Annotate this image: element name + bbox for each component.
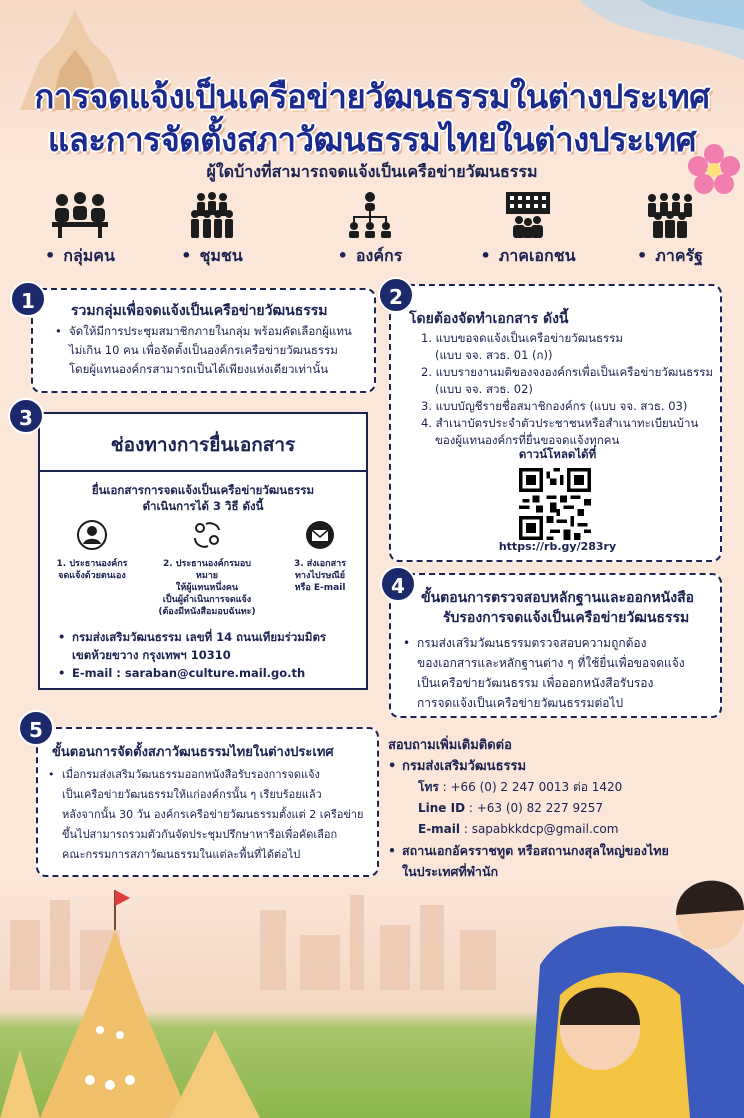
step-1-box (31, 288, 376, 393)
group-label-people: กลุ่มคน (63, 246, 115, 265)
group-people: • กลุ่มคน (20, 192, 140, 269)
step-3-subtitle-1: ยื่นเอกสารการจดแจ้งเป็นเครือข่ายวัฒนธรรม (91, 483, 315, 497)
person-circle-icon (77, 520, 107, 550)
step-2-badge: 2 (378, 277, 414, 313)
group-label-government: ภาครัฐ (655, 246, 703, 265)
method-3: 3. ส่งเอกสาร ทางไปรษณีย์ หรือ E-mail (270, 520, 370, 594)
qr-code-icon[interactable] (519, 468, 591, 540)
step-5-title: ขั้นตอนการจัดตั้งสภาวัฒนธรรมไทยในต่างประเทศ (52, 745, 334, 760)
contact-line-id: Line ID : +63 (0) 82 227 9257 (418, 801, 604, 815)
download-label: ดาวน์โหลดได้ที่ (518, 447, 597, 461)
group-government: • ภาครัฐ (610, 192, 730, 269)
step-1-line-1: จัดให้มีการประชุมสมาชิกภายในกลุ่ม พร้อมคัดเลือกผู้แทน (69, 324, 352, 338)
step-5-bullet: • เมื่อกรมส่งเสริมวัฒนธรรมออกหนังสือรับรองการจดแจ้ง เป็นเครือข่ายวัฒนธรรมให้แก่องค์กรนั้น ๆ เรียบร้อยแล้ว หลังจากนั้น 30 วัน องค์กรเครือข่ายวัฒนธรรมตั้งแต่ 2 เครือข่าย ขึ้นไปสามารถรวมตัวกันจัดประชุมปรึกษาหารือเพื่อคัดเลือก คณะกรรมการสภาวัฒนธรรมในแต่ละพื้นที่ได้ต่อไป (48, 765, 376, 865)
contact-heading: สอบถามเพิ่มเติมติดต่อ (388, 738, 512, 753)
step-2-title: โดยต้องจัดทำเอกสาร ดังนี้ (409, 311, 569, 327)
doc-item-4: 4. สำเนาบัตรประจำตัวประชาชนหรือสำเนาทะเบียนบ้าน ของผู้แทนองค์กรที่ยื่นขอจดแจ้งทุกคน (421, 416, 699, 447)
page-title-line-2: และการจัดตั้งสภาวัฒนธรรมไทยในต่างประเทศ (47, 120, 697, 159)
page-title-line-1: การจดแจ้งเป็นเครือข่ายวัฒนธรรมในต่างประเทศ (34, 77, 710, 116)
step-4-badge: 4 (380, 566, 416, 602)
doc-item-1: 1. แบบขอจดแจ้งเป็นเครือข่ายวัฒนธรรม (แบบ จจ. สวธ. 01 (ก)) (421, 331, 623, 362)
step-5-badge: 5 (18, 710, 54, 746)
mail-icon (305, 520, 335, 550)
tuk-tuk-icon (510, 855, 744, 1118)
group-community: • ชุมชน (152, 192, 272, 269)
community-icon (187, 192, 237, 238)
contact-email[interactable]: E-mail : sapabkkdcp@gmail.com (418, 822, 619, 836)
step-1-bullet (55, 322, 373, 379)
step-1-line-2: ไม่เกิน 10 คน เพื่อจัดตั้งเป็นองค์กรเครือข่ายวัฒนธรรม (69, 343, 338, 357)
doc-item-2: 2. แบบรายงานมติของจงองค์กรเพื่อเป็นเครือข่ายวัฒนธรรม (แบบ จจ. สวธ. 02) (421, 365, 714, 396)
organization-icon (345, 192, 395, 238)
group-organization: • องค์กร (310, 192, 430, 269)
download-url[interactable]: https://rb.gy/283ry (498, 540, 617, 553)
step-1-badge: 1 (10, 281, 46, 317)
method-2: 2. ประธานองค์กรมอบหมาย ให้ผู้แทนหนึ่งคน เป็นผู้ดำเนินการจดแจ้ง (ต้องมีหนังสือมอบฉันทะ) (152, 520, 262, 618)
step-4-bullet: • กรมส่งเสริมวัฒนธรรมตรวจสอบความถูกต้อง ของเอกสารและหลักฐานต่าง ๆ ที่ใช้ยื่นเพื่อขอจดแจ้ง เป็นเครือข่ายวัฒนธรรม เพื่อออกหนังสือรับรอง การจดแจ้งเป็นเครือข่ายวัฒนธรรมต่อไป (403, 633, 718, 713)
step-3-address-list (58, 628, 358, 682)
step-3-box (38, 412, 368, 690)
email-item[interactable]: • E-mail : saraban@culture.mail.go.th (58, 664, 358, 682)
step-3-badge: 3 (8, 398, 44, 434)
delegate-icon (192, 520, 222, 550)
step-4-title-1: ขั้นตอนการตรวจสอบหลักฐานและออกหนังสือ (421, 590, 695, 606)
meeting-group-icon (50, 192, 110, 238)
eligible-groups (20, 192, 724, 277)
sand-pagoda-icon (0, 880, 270, 1118)
step-2-box (389, 284, 722, 562)
contact-tel: โทร : +66 (0) 2 247 0013 ต่อ 1420 (418, 780, 623, 794)
step-4-title-2: รับรองการจดแจ้งเป็นเครือข่ายวัฒนธรรม (443, 610, 690, 626)
private-sector-icon (503, 192, 553, 238)
group-private-sector: • ภาคเอกชน (468, 192, 588, 269)
government-icon (642, 192, 698, 238)
step-1-line-3: โดยผู้แทนองค์กรสามารถเป็นได้เพียงแห่งเดียวเท่านั้น (69, 362, 329, 376)
step-5-box (36, 727, 379, 877)
group-label-community: ชุมชน (199, 246, 243, 265)
step-3-title: ช่องทางการยื่นเอกสาร (40, 414, 366, 472)
method-1: 1. ประธานองค์กร จดแจ้งด้วยตนเอง (42, 520, 142, 582)
doc-item-3: 3. แบบบัญชีรายชื่อสมาชิกองค์กร (แบบ จจ. สวธ. 03) (421, 399, 688, 413)
step-4-box (389, 573, 722, 718)
step-1-title: รวมกลุ่มเพื่อจดแจ้งเป็นเครือข่ายวัฒนธรรม (71, 303, 328, 319)
step-3-subtitle-2: ดำเนินการได้ 3 วิธี ดังนี้ (142, 499, 264, 513)
page-subtitle: ผู้ใดบ้างที่สามารถจดแจ้งเป็นเครือข่ายวัฒนธรรม (206, 162, 538, 181)
contact-dept: • กรมส่งเสริมวัฒนธรรม (388, 756, 728, 777)
address-item: • กรมส่งเสริมวัฒนธรรม เลขที่ 14 ถนนเทียมร่วมมิตร เขตห้วยขวาง กรุงเทพฯ 10310 (58, 628, 358, 664)
group-label-private-sector: ภาคเอกชน (498, 246, 576, 265)
contact-embassy: • สถานเอกอัครราชทูต หรือสถานกงสุลใหญ่ของไทย ในประเทศที่พำนัก (388, 840, 728, 882)
group-label-organization: องค์กร (355, 246, 403, 265)
